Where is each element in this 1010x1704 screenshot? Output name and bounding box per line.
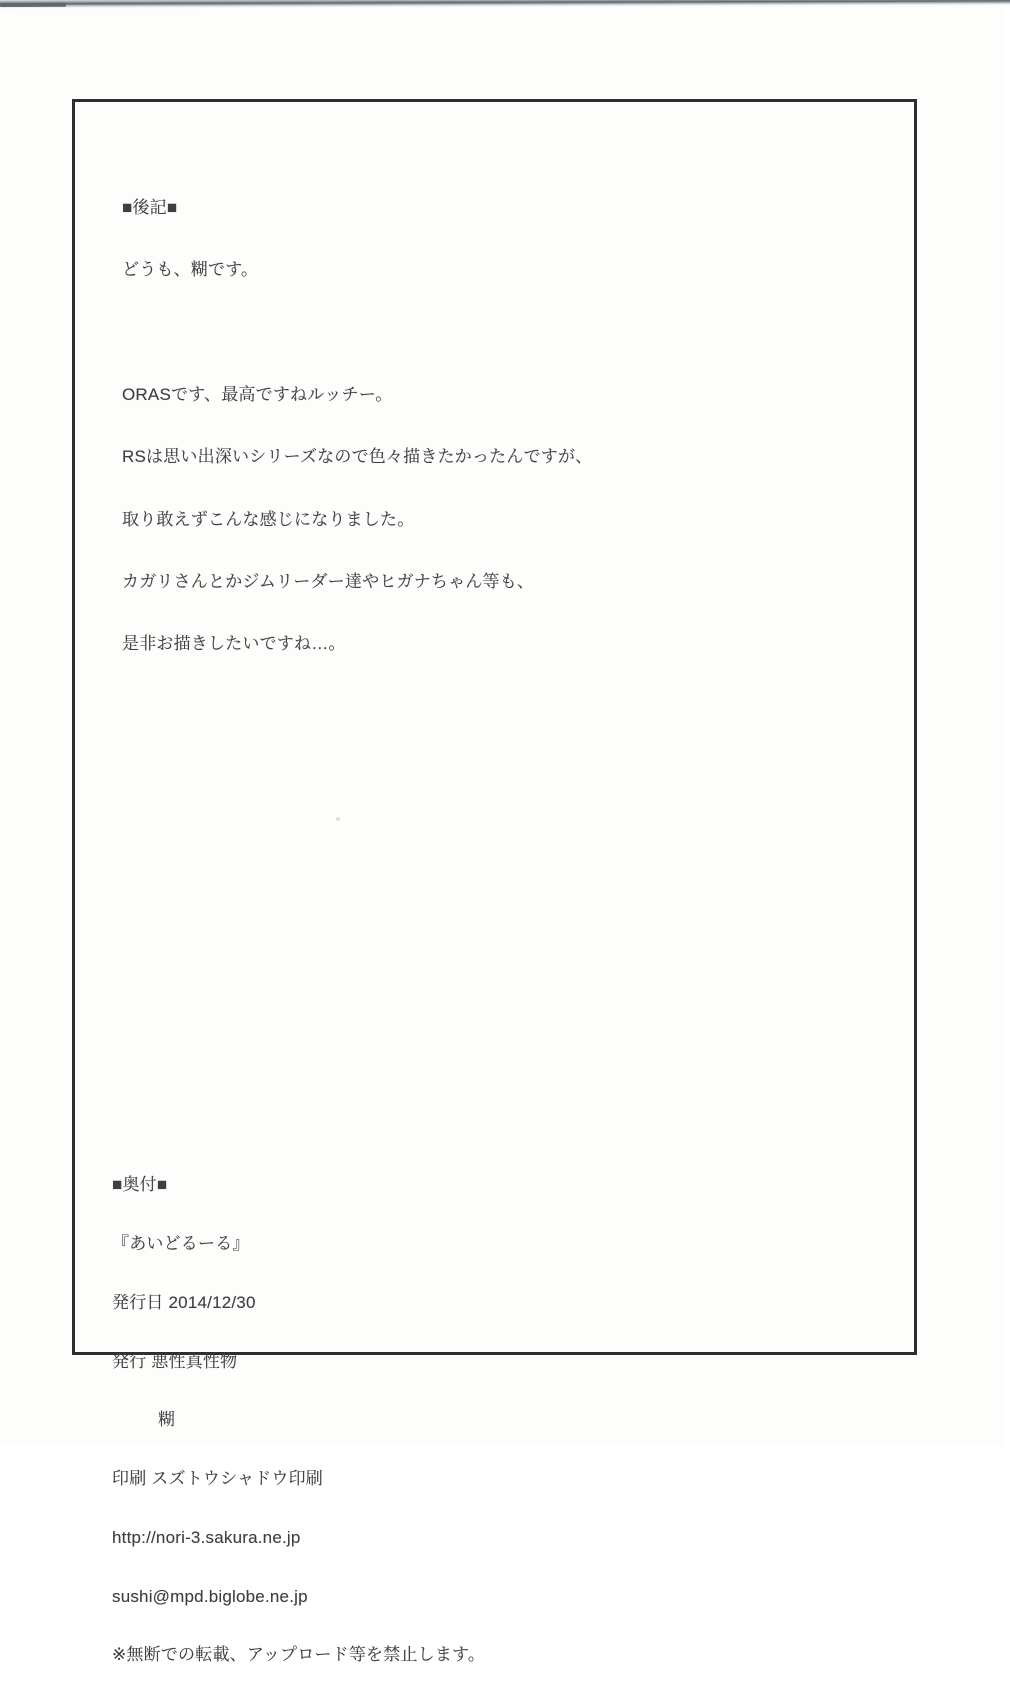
colophon-book-title: 『あいどるーる』 (112, 1233, 250, 1253)
afterword-blank-line (122, 322, 592, 343)
scan-edge-artifact-left (0, 3, 66, 7)
colophon-section (112, 1136, 485, 1704)
scan-speck-artifact (336, 817, 340, 821)
afterword-section (122, 156, 592, 697)
afterword-body-line: 是非お描きしたいですね…。 (122, 634, 346, 654)
afterword-heading: ■後記■ (122, 197, 178, 217)
colophon-author: 糊 (158, 1410, 176, 1430)
colophon-copyright-notice: ※無断での転載、アップロード等を禁止します。 (112, 1645, 486, 1665)
colophon-publish-date: 発行日 2014/12/30 (112, 1292, 256, 1312)
afterword-greeting: どうも、糊です。 (122, 259, 259, 279)
colophon-printer: 印刷 スズトウシャドウ印刷 (112, 1469, 323, 1489)
colophon-email: sushi@mpd.biglobe.ne.jp (112, 1586, 308, 1606)
colophon-heading: ■奥付■ (112, 1175, 168, 1195)
colophon-publisher: 発行 悪性真性物 (112, 1351, 238, 1371)
afterword-body-line: RSは思い出深いシリーズなので色々描きたかったんですが、 (122, 447, 593, 467)
afterword-body-line: 取り敢えずこんな感じになりました。 (122, 509, 415, 529)
colophon-url: http://nori-3.sakura.ne.jp (112, 1527, 301, 1547)
scan-edge-artifact (0, 0, 1010, 9)
afterword-body-line: ORASです、最高ですねルッチー。 (122, 384, 393, 404)
afterword-body-line: カガリさんとかジムリーダー達やヒガナちゃん等も、 (122, 571, 535, 591)
